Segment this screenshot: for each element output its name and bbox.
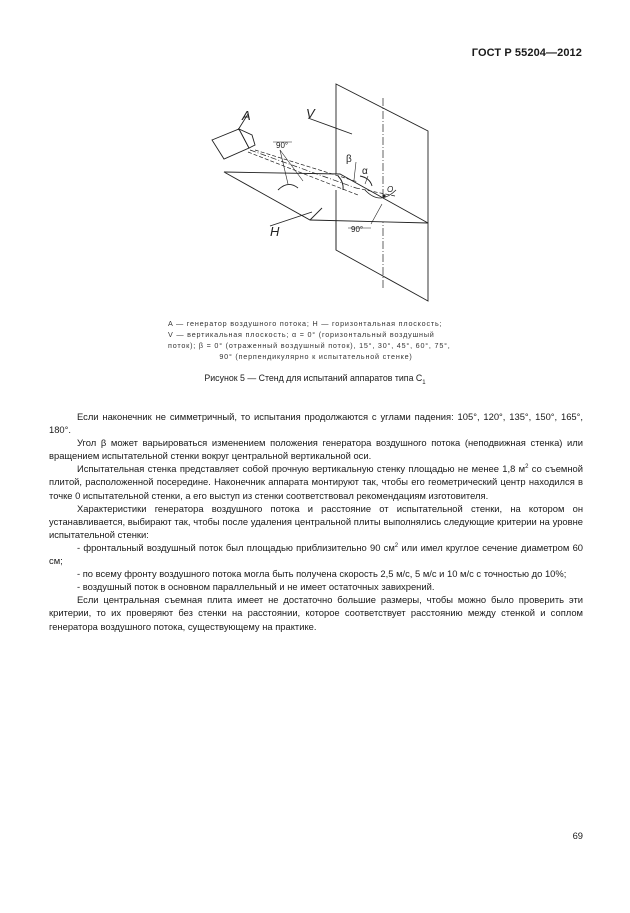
angle-90-bottom: 90° — [351, 225, 364, 234]
caption-text: Рисунок 5 — Стенд для испытаний аппаратов типа С — [204, 373, 423, 383]
legend-line: 90° (перпендикулярно к испытательной стенке) — [219, 352, 413, 361]
paragraph: Характеристики генератора воздушного потока и расстояние от испытательной стенки, на котором он устанавливается, выбирают так, чтобы после удаления центральной плиты выполнялись следующие критерии на уровне испытательной стенки: — [49, 502, 583, 540]
standard-number: ГОСТ Р 55204—2012 — [471, 47, 582, 59]
paragraph: Если центральная съемная плита имеет не достаточно большие размеры, чтобы можно было проверить эти критерии, то их проверяют без стенки на расстоянии, которое соответствует расстоянию между стенкой и соплом генератора воздушного потока, существующему на практике. — [49, 594, 583, 632]
air-generator — [212, 129, 255, 159]
legend-line: поток); β = 0° (отраженный воздушный поток), 15°, 30°, 45°, 60°, 75°, — [168, 341, 451, 350]
paragraph-part: или имел круглое сечение диаметром 60 см; — [49, 541, 583, 567]
superscript: 2 — [525, 464, 529, 471]
list-item: - по всему фронту воздушного потока могла быть получена скорость 2,5 м/с, 5 м/с и 10 м/с с точностью до 10%; — [77, 568, 567, 580]
beta-symbol: β — [346, 154, 352, 165]
list-item — [49, 541, 583, 567]
test-stand-diagram — [160, 78, 450, 308]
paragraph: Если наконечник не симметричный, то испытания продолжаются с углами падения: 105°, 120°, 135°, 150°, 165°, 180°. — [49, 411, 583, 436]
legend-line: A — генератор воздушного потока; H — горизонтальная плоскость; — [168, 319, 443, 328]
list-item: - воздушный поток в основном параллельный и не имеет остаточных завихрений. — [77, 581, 435, 593]
figure-caption — [0, 373, 630, 386]
label-a: A — [242, 108, 251, 123]
superscript: 2 — [394, 542, 399, 549]
paragraph — [49, 462, 583, 501]
body-text — [49, 410, 583, 633]
paragraph-part: Испытательная стенка представляет собой прочную вертикальную стенку площадью не менее 1,8 м — [77, 463, 526, 475]
paragraph-part: со съемной плитой, расположенной посередине. Наконечник аппарата монтируют так, чтобы его геометрический центр находился в точке 0 испытательной стенки, а его выступ из стенки соответствовал рекомендациям изготовителя. — [49, 463, 583, 501]
label-h: H — [270, 224, 280, 239]
alpha-symbol: α — [362, 166, 368, 177]
caption-subscript: 1 — [422, 379, 426, 386]
angle-90-top: 90° — [276, 141, 289, 150]
label-v: V — [306, 106, 315, 121]
label-o: O — [387, 185, 394, 194]
figure-legend — [168, 318, 464, 362]
paragraph: Угол β может варьироваться изменением положения генератора воздушного потока (неподвижная стенка) или вращением испытательной стенки вокруг центральной вертикальной оси. — [49, 437, 583, 462]
page-number: 69 — [572, 830, 583, 841]
paragraph-part: - фронтальный воздушный поток был площадью приблизительно 90 см — [77, 541, 395, 553]
legend-line: V — вертикальная плоскость; α = 0° (горизонтальный воздушный — [168, 330, 435, 339]
